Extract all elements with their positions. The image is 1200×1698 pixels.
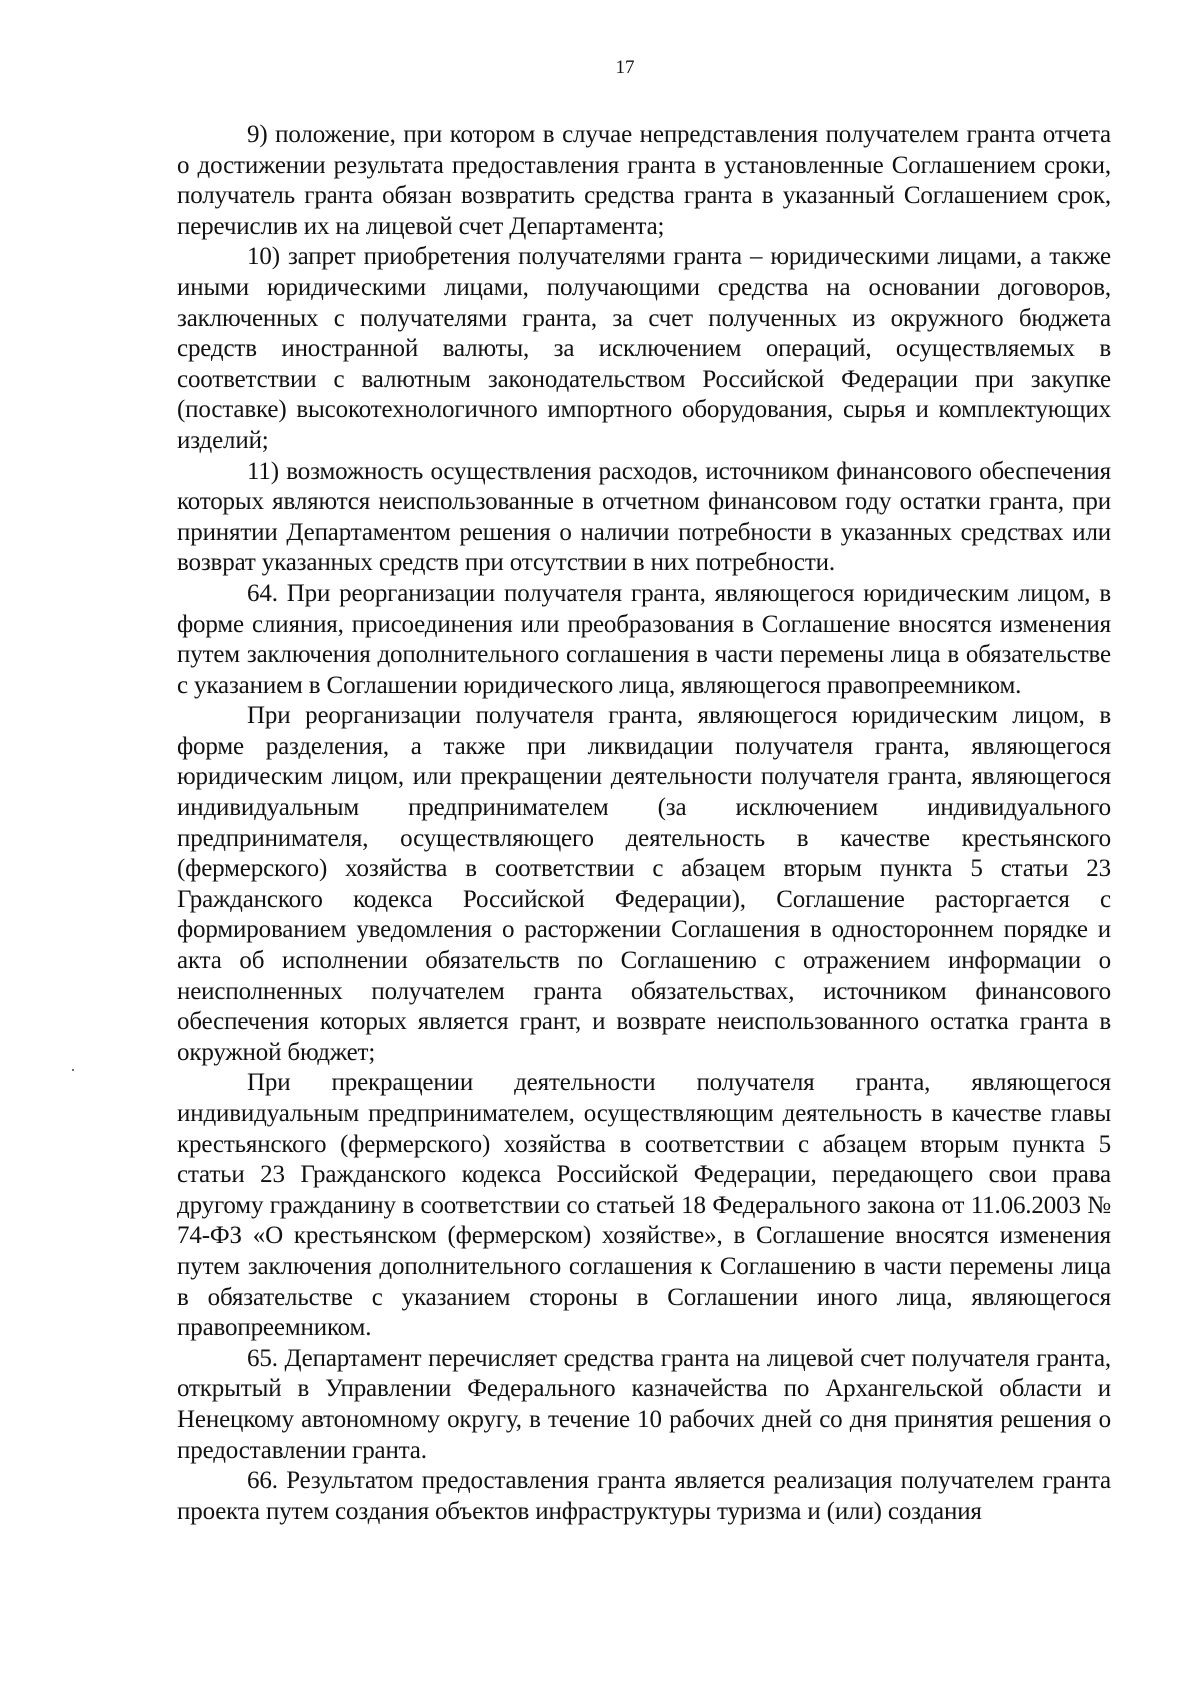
page-number: 17 <box>615 57 635 78</box>
document-body <box>177 120 1111 1527</box>
paragraph-item-11: 11) возможность осуществления расходов, источником финансового обеспечения которых являются неиспользованные в отчетном финансовом году остатки гранта, при принятии Департаментом решения о наличии потребности в указанных средствах или возврат указанных средств при отсутствии в них потребности. <box>177 457 1111 577</box>
paragraph-reorganization-division: При реорганизации получателя гранта, являющегося юридическим лицом, в форме разделения, а также при ликвидации получателя гранта, являющегося юридическим лицом, или прекращении деятельности получателя гранта, являющегося индивидуальным предпринимателем (за исключением индивидуального предпринимателя, осуществляющего деятельность в качестве крестьянского (фермерского) хозяйства в соответствии с абзацем вторым пункта 5 статьи 23 Гражданского кодекса Российской Федерации), Соглашение расторгается с формированием уведомления о расторжении Соглашения в одностороннем порядке и акта об исполнении обязательств по Соглашению с отражением информации о неисполненных получателем гранта обязательствах, источником финансового обеспечения которых является грант, и возврате неиспользованного остатка гранта в окружной бюджет; <box>177 702 1111 1066</box>
paragraph-item-9: 9) положение, при котором в случае непредставления получателем гранта отчета о достижении результата предоставления гранта в установленные Соглашением сроки, получатель гранта обязан возвратить средства гранта в указанный Соглашением срок, перечислив их на лицевой счет Департамента; <box>177 121 1111 240</box>
scan-speck <box>72 1069 74 1071</box>
paragraph-item-10: 10) запрет приобретения получателями гранта – юридическими лицами, а также иными юридическими лицами, получающими средства на основании договоров, заключенных с получателями гранта, за счет полученных из окружного бюджета средств иностранной валюты, за исключением операций, осуществляемых в соответствии с валютным законодательством Российской Федерации при закупке (поставке) высокотехнологичного импортного оборудования, сырья и комплектующих изделий; <box>177 243 1111 454</box>
paragraph-clause-66: 66. Результатом предоставления гранта является реализация получателем гранта проекта путем создания объектов инфраструктуры туризма и (или) создания <box>177 1467 1111 1525</box>
paragraph-termination-farmer: При прекращении деятельности получателя гранта, являющегося индивидуальным предпринимателем, осуществляющим деятельность в качестве главы крестьянского (фермерского) хозяйства в соответствии с абзацем вторым пункта 5 статьи 23 Гражданского кодекса Российской Федерации, передающего свои права другому гражданину в соответствии со статьей 18 Федерального закона от 11.06.2003 № 74-ФЗ «О крестьянском (фермерском) хозяйстве», в Соглашение вносятся изменения путем заключения дополнительного соглашения к Соглашению в части перемены лица в обязательстве с указанием стороны в Соглашении иного лица, являющегося правопреемником. <box>177 1069 1111 1342</box>
paragraph-clause-64: 64. При реорганизации получателя гранта, являющегося юридическим лицом, в форме слияния, присоединения или преобразования в Соглашение вносятся изменения путем заключения дополнительного соглашения в части перемены лица в обязательстве с указанием в Соглашении юридического лица, являющегося правопреемником. <box>177 579 1111 699</box>
paragraph-clause-65: 65. Департамент перечисляет средства гранта на лицевой счет получателя гранта, открытый в Управлении Федерального казначейства по Архангельской области и Ненецкому автономному округу, в течение 10 рабочих дней со дня принятия решения о предоставлении гранта. <box>177 1344 1111 1464</box>
